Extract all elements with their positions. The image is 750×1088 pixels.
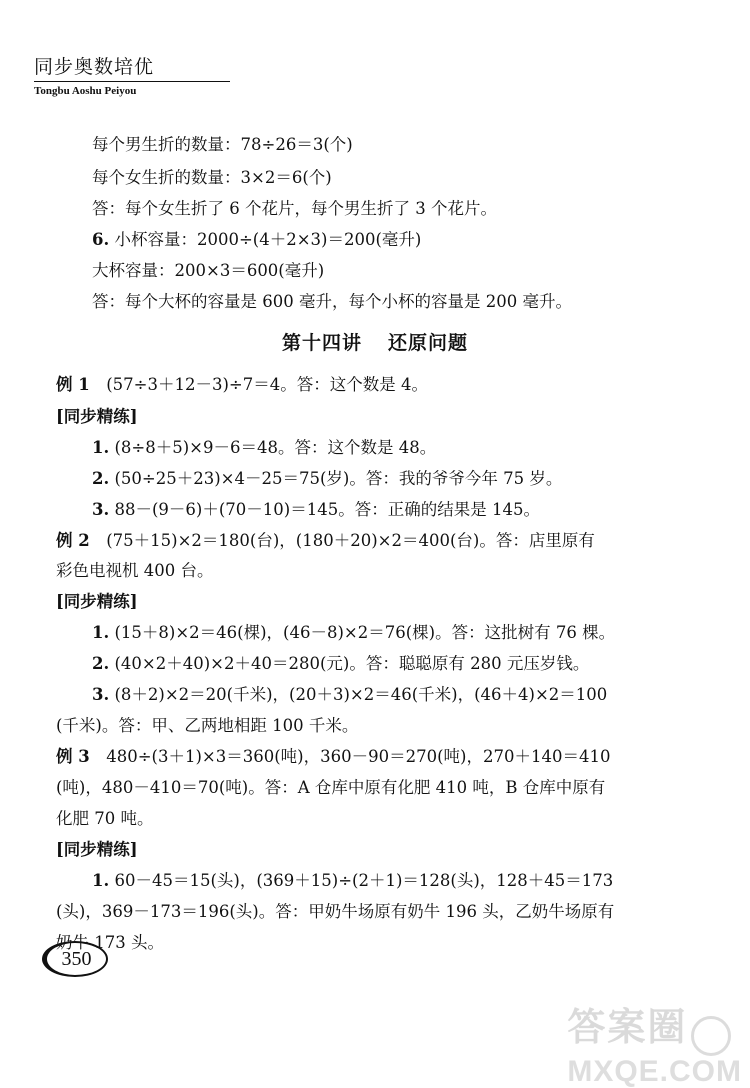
- text-line: 彩色电视机 400 台。: [56, 561, 214, 580]
- example-2: [56, 529, 595, 553]
- text-line: 每个女生折的数量：3×2＝6(个): [92, 168, 332, 187]
- problem-text: 60－45＝15(头)，(369＋15)÷(2＋1)＝128(头)，128＋45＝173: [109, 871, 614, 890]
- problem-text: (50÷25＋23)×4－25＝75(岁)。答：我的爷爷今年 75 岁。: [109, 469, 563, 488]
- problem-text: 小杯容量：2000÷(4＋2×3)＝200(毫升): [109, 230, 422, 249]
- page-number: 350: [42, 941, 108, 977]
- problem-item: [92, 621, 615, 645]
- watermark: [567, 996, 742, 1088]
- watermark-logo: [567, 996, 742, 1056]
- lesson-title: [0, 328, 750, 355]
- text-line: (吨)，480－410＝70(吨)。答：A 仓库中原有化肥 410 吨，B 仓库中原有: [56, 778, 606, 797]
- header-divider: [34, 81, 230, 82]
- problem-item: [92, 683, 607, 707]
- problem-item: [92, 498, 540, 522]
- example-1: [56, 373, 428, 397]
- text-line: 奶牛 173 头。: [56, 933, 164, 952]
- problem-number: 3.: [92, 500, 110, 519]
- text-line: 每个男生折的数量：78÷26＝3(个): [92, 135, 353, 154]
- text-line: 大杯容量：200×3＝600(毫升): [92, 261, 325, 280]
- example-label: 例 1: [56, 375, 90, 394]
- problem-item: [92, 436, 436, 460]
- problem-item: [92, 228, 421, 252]
- section-header: [同步精练]: [56, 407, 138, 426]
- problem-number: 1.: [92, 438, 110, 457]
- problem-text: (15＋8)×2＝46(棵)，(46－8)×2＝76(棵)。答：这批树有 76 棵。: [109, 623, 616, 642]
- problem-item: [92, 869, 613, 893]
- problem-item: [92, 467, 562, 491]
- text-line: (千米)。答：甲、乙两地相距 100 千米。: [56, 716, 359, 735]
- running-header: [34, 56, 230, 97]
- lesson-name: 还原问题: [388, 332, 469, 354]
- book-title: 同步奥数培优: [34, 56, 155, 78]
- problem-text: 88－(9－6)＋(70－10)＝145。答：正确的结果是 145。: [109, 500, 540, 519]
- problem-number: 2.: [92, 654, 110, 673]
- text-line: (头)，369－173＝196(头)。答：甲奶牛场原有奶牛 196 头，乙奶牛场原有: [56, 902, 615, 921]
- book-title-pinyin: Tongbu Aoshu Peiyou: [34, 85, 137, 97]
- problem-number: 6.: [92, 230, 110, 249]
- problem-text: (40×2＋40)×2＋40＝280(元)。答：聪聪原有 280 元压岁钱。: [109, 654, 590, 673]
- watermark-url: MXQE.COM: [567, 1054, 742, 1088]
- problem-text: (8＋2)×2＝20(千米)，(20＋3)×2＝46(千米)，(46＋4)×2＝100: [109, 685, 608, 704]
- problem-number: 2.: [92, 469, 110, 488]
- example-text: (75＋15)×2＝180(台)，(180＋20)×2＝400(台)。答：店里原有: [89, 531, 595, 550]
- circle-icon: [691, 1016, 731, 1056]
- section-header: [同步精练]: [56, 592, 138, 611]
- text-line: 答：每个女生折了 6 个花片，每个男生折了 3 个花片。: [92, 199, 497, 218]
- problem-number: 1.: [92, 871, 110, 890]
- text-line: 答：每个大杯的容量是 600 毫升，每个小杯的容量是 200 毫升。: [92, 292, 572, 311]
- text-line: 化肥 70 吨。: [56, 809, 154, 828]
- problem-number: 1.: [92, 623, 110, 642]
- section-header: [同步精练]: [56, 840, 138, 859]
- example-text: 480÷(3＋1)×3＝360(吨)，360－90＝270(吨)，270＋140＝410: [89, 747, 611, 766]
- example-text: (57÷3＋12－3)÷7＝4。答：这个数是 4。: [89, 375, 428, 394]
- example-3: [56, 745, 610, 769]
- watermark-cn: 答案圈: [567, 1005, 688, 1049]
- example-label: 例 2: [56, 531, 90, 550]
- problem-number: 3.: [92, 685, 110, 704]
- lesson-number: 第十四讲: [281, 332, 362, 354]
- problem-item: [92, 652, 589, 676]
- example-label: 例 3: [56, 747, 90, 766]
- problem-text: (8÷8＋5)×9－6＝48。答：这个数是 48。: [109, 438, 437, 457]
